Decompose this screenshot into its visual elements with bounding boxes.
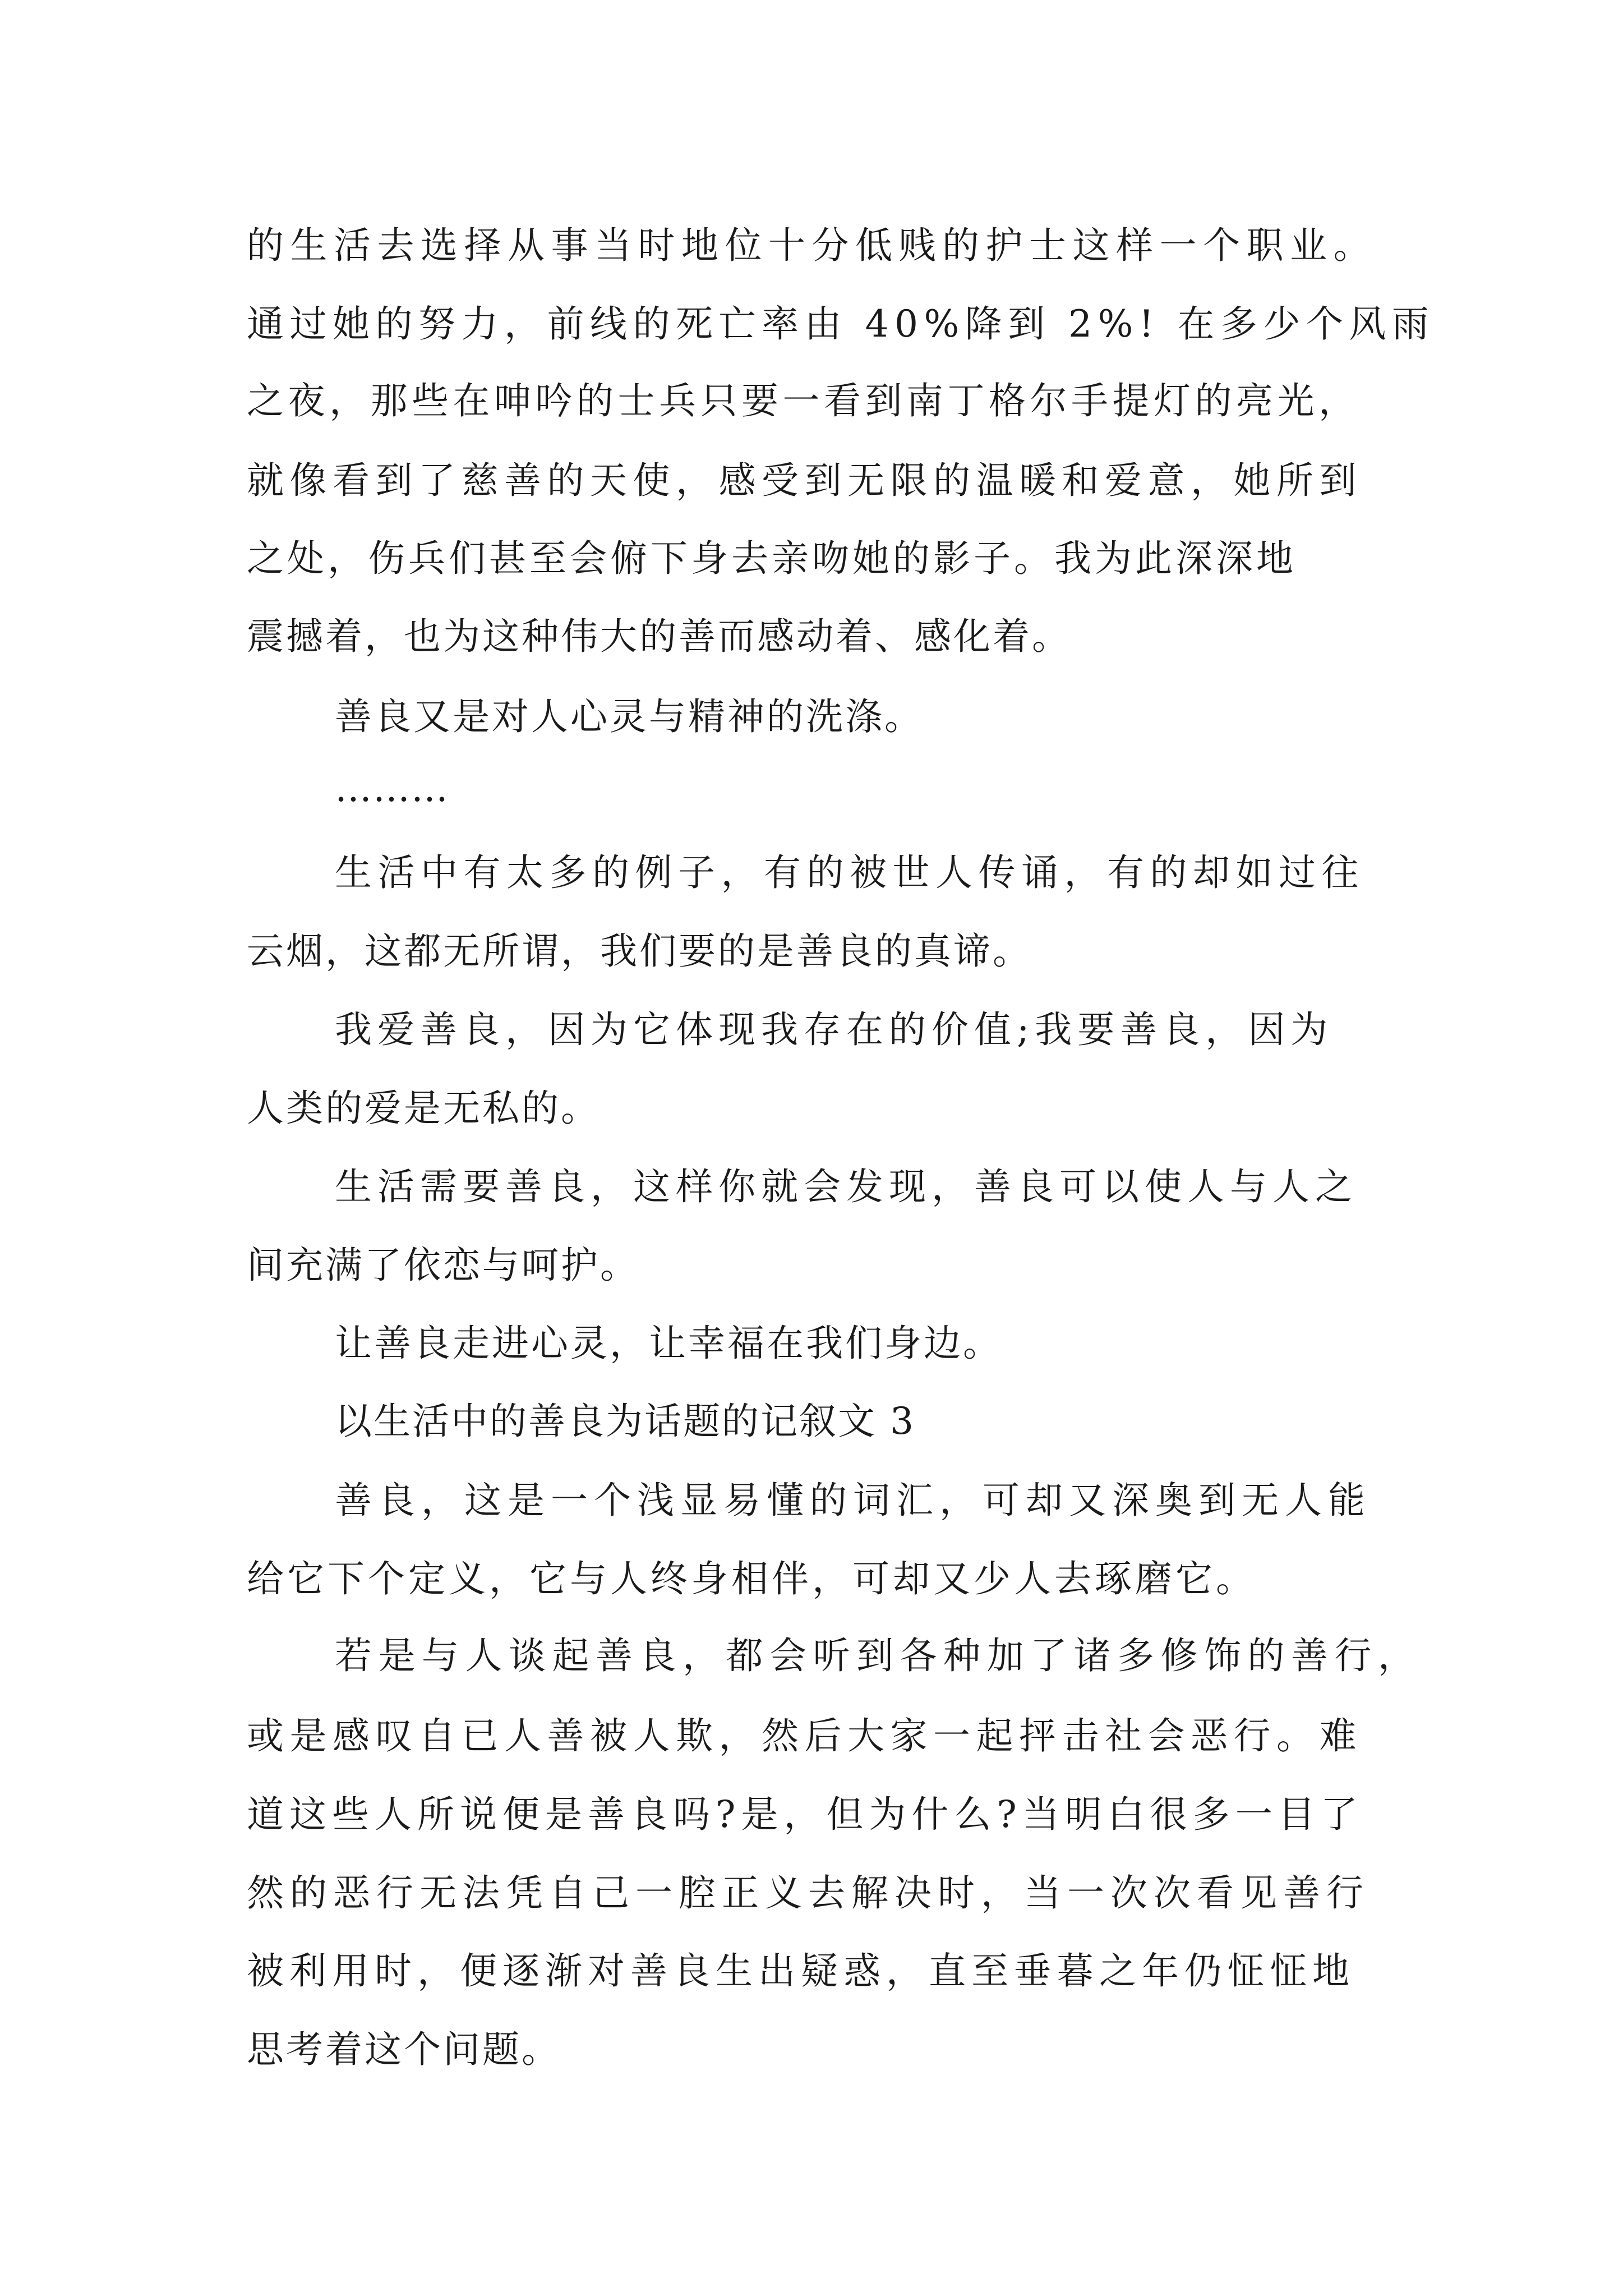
paragraph-first-line: 善良，这是一个浅显易懂的词汇，可却又深奥到无人能	[335, 1479, 1371, 1522]
paragraph-first-line: 生活中有太多的例子，有的被世人传诵，有的却如过往	[335, 851, 1364, 894]
body-text-line: 思考着这个问题。	[247, 2028, 561, 2071]
body-text-line: 云烟，这都无所谓，我们要的是善良的真谛。	[247, 930, 1032, 973]
paragraph-first-line: 若是与人谈起善良，都会听到各种加了诸多修饰的善行，	[335, 1634, 1422, 1677]
body-text-line: 人类的爱是无私的。	[247, 1087, 600, 1130]
body-text-line: 的生活去选择从事当时地位十分低贱的护士这样一个职业。	[247, 224, 1377, 267]
paragraph-first-line: 善良又是对人心灵与精神的洗涤。	[335, 695, 924, 738]
body-text-line: 通过她的努力，前线的死亡率由 40%降到 2%! 在多少个风雨	[247, 302, 1435, 346]
body-text-line: 震撼着，也为这种伟大的善而感动着、感化着。	[247, 615, 1071, 658]
body-text-line: 道这些人所说便是善良吗?是，但为什么?当明白很多一目了	[247, 1793, 1363, 1836]
paragraph-first-line: 我爱善良，因为它体现我存在的价值;我要善良，因为	[335, 1008, 1334, 1051]
body-text-line: 之夜，那些在呻吟的士兵只要一看到南丁格尔手提灯的亮光，	[247, 379, 1360, 422]
ellipsis-line: ………	[335, 767, 449, 810]
body-text-line: 间充满了依恋与呵护。	[247, 1244, 639, 1287]
section-heading: 以生活中的善良为话题的记叙文 3	[335, 1400, 915, 1443]
body-text-line: 之处，伤兵们甚至会俯下身去亲吻她的影子。我为此深深地	[247, 537, 1297, 580]
body-text-line: 或是感叹自已人善被人欺，然后大家一起抨击社会恶行。难	[247, 1714, 1362, 1757]
body-text-line: 然的恶行无法凭自己一腔正义去解决时，当一次次看见善行	[247, 1871, 1370, 1915]
body-text-line: 给它下个定义，它与人终身相伴，可却又少人去琢磨它。	[247, 1557, 1256, 1600]
body-text-line: 被利用时，便逐渐对善良生出疑惑，直至垂暮之年仍怔怔地	[247, 1949, 1355, 1993]
paragraph-first-line: 让善良走进心灵，让幸福在我们身边。	[335, 1322, 1002, 1365]
paragraph-first-line: 生活需要善良，这样你就会发现，善良可以使人与人之	[335, 1165, 1358, 1208]
body-text-line: 就像看到了慈善的天使，感受到无限的温暖和爱意，她所到	[247, 459, 1362, 502]
